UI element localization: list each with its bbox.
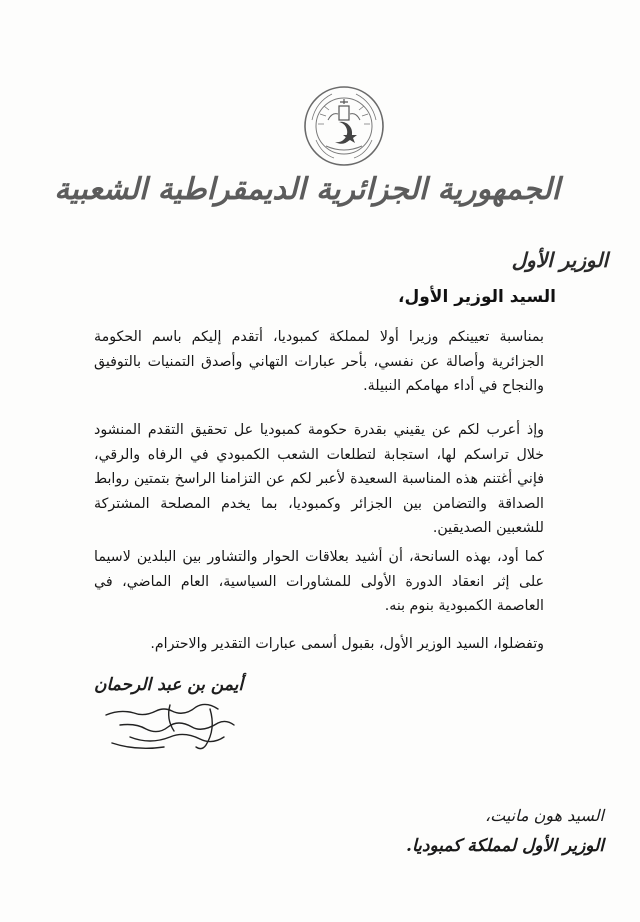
paragraph: وتفضلوا، السيد الوزير الأول، بقبول أسمى عبارات التقدير والاحترام. — [150, 636, 544, 652]
algeria-state-emblem-icon — [302, 84, 386, 168]
recipient-name: السيد هون مانيت، — [484, 806, 604, 825]
handwritten-signature-icon — [100, 695, 250, 757]
office-title: الوزير الأول — [511, 248, 608, 272]
signer-name: أيمن بن عبد الرحمان — [94, 675, 244, 695]
recipient-title: الوزير الأول لمملكة كمبوديا. — [406, 836, 604, 856]
paragraph: وإذ أعرب لكم عن يقيني بقدرة حكومة كمبوديا عل تحقيق التقدم المنشود خلال تراسكم لها، استجابة لتطلعات الشعب الكمبودي في الرفاه والرقي، فإني أغتنم هذه المناسبة السعيدة لأعبر لكم عن التزامنا الراسخ بتمتين روابط الصداقة والتضامن بين الجزائر وكمبوديا، بما يخدم المصلحة المشتركة للشعبين الصديقين. — [94, 422, 544, 536]
paragraph: كما أود، بهذه السانحة، أن أشيد بعلاقات الحوار والتشاور بين البلدين لاسيما على إثر انعقاد الدورة الأولى للمشاورات السياسية، العام الماضي، في العاصمة الكمبودية بنوم بنه. — [94, 549, 544, 614]
salutation: السيد الوزير الأول، — [398, 287, 556, 307]
republic-name: الجمهورية الجزائرية الديمقراطية الشعبية — [54, 172, 560, 207]
paragraph: بمناسبة تعيينكم وزيرا أولا لمملكة كمبوديا، أتقدم إليكم باسم الحكومة الجزائرية وأصالة عن نفسي، بأحر عبارات التهاني وأصدق التمنيات بالتوفيق والنجاح في أداء مهامكم النبيلة. — [94, 329, 544, 394]
